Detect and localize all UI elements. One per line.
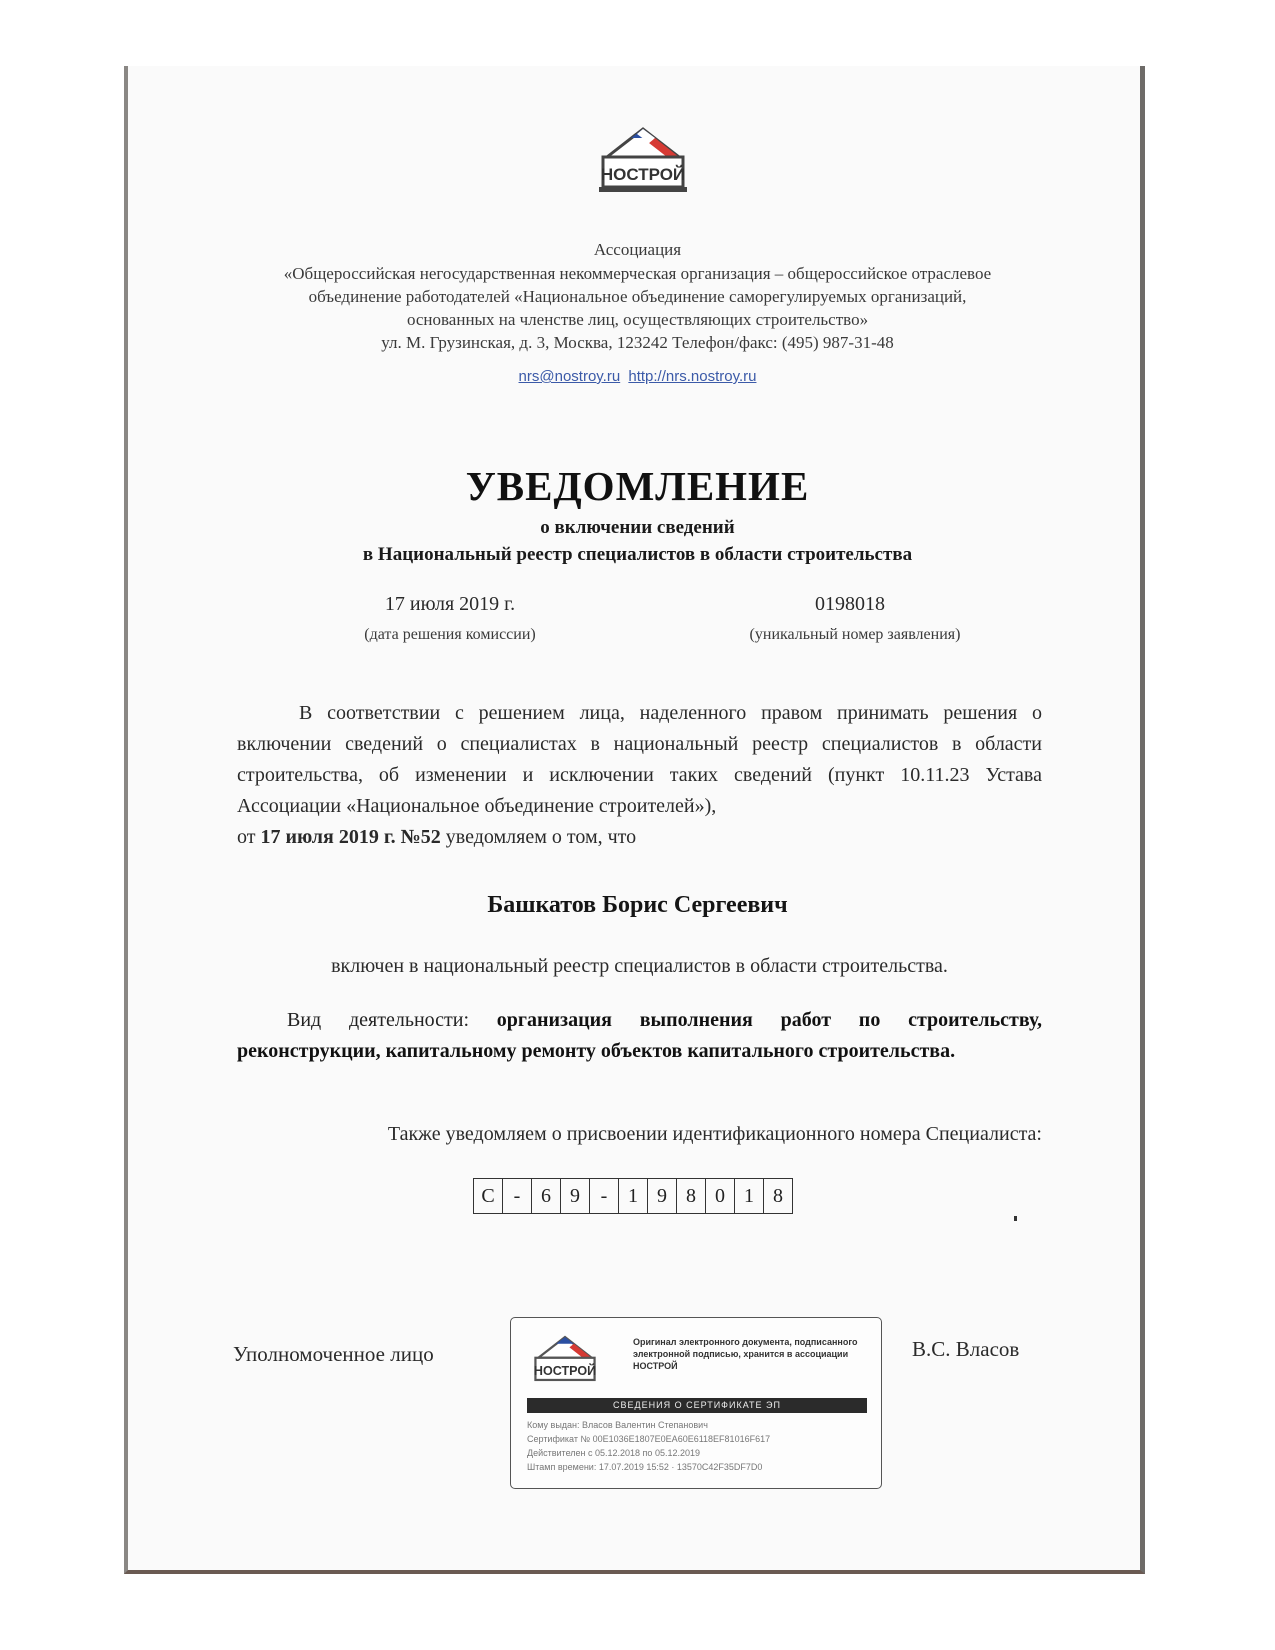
contact-links	[180, 368, 1095, 385]
certificate-owner: Кому выдан: Власов Валентин Степанович	[527, 1420, 708, 1430]
website-link[interactable]: http://nrs.nostroy.ru	[628, 368, 757, 385]
electronic-signature-stamp	[510, 1317, 882, 1489]
subtitle-line-2: в Национальный реестр специалистов в области строительства	[362, 544, 913, 565]
stamp-note: Оригинал электронного документа, подписанного электронной подписью, хранится в ассоциации НОСТРОЙ	[633, 1337, 858, 1371]
inclusion-statement: включен в национальный реестр специалистов в области строительства.	[331, 955, 948, 977]
nostroy-logo	[597, 125, 689, 195]
id-char: -	[503, 1179, 532, 1213]
id-char: 1	[619, 1179, 648, 1213]
org-line-4: основанных на членстве лиц, осуществляющих строительство»	[406, 310, 869, 329]
svg-text:НОСТРОЙ: НОСТРОЙ	[533, 1363, 597, 1378]
id-char: -	[590, 1179, 619, 1213]
body-paragraph	[237, 698, 1042, 853]
subtitle-line-1: о включении сведений	[540, 517, 735, 538]
body-suffix: уведомляем о том, что	[445, 826, 637, 848]
certificate-header: СВЕДЕНИЯ О СЕРТИФИКАТЕ ЭП	[527, 1398, 867, 1413]
stamp-logo	[531, 1332, 599, 1388]
email-link[interactable]: nrs@nostroy.ru	[518, 368, 621, 385]
certificate-details	[527, 1418, 872, 1474]
body-text: В соответствии с решением лица, наделенного правом принимать решения о включении сведений о специалистах в национальный реестр специалистов в области строительства, об изменении и исключении таких сведений (пункт 10.11.23 Устава Ассоциации «Национальное объединение строителей»),	[237, 702, 1042, 817]
certificate-number: Сертификат № 00E1036E1807E0EA60E6118EF81016F617	[527, 1434, 771, 1444]
authorized-person-label: Уполномоченное лицо	[233, 1342, 434, 1366]
org-line-1: Ассоциация	[593, 240, 682, 259]
id-char: 1	[735, 1179, 764, 1213]
id-notice: Также уведомляем о присвоении идентификационного номера Специалиста:	[387, 1123, 1042, 1145]
activity-label: Вид деятельности:	[287, 1009, 470, 1031]
svg-text:НОСТРОЙ: НОСТРОЙ	[600, 165, 686, 184]
certificate-timestamp: Штамп времени: 17.07.2019 15:52 · 13570C42F35DF7D0	[527, 1462, 763, 1472]
application-number: 0198018	[815, 593, 885, 615]
id-char: 9	[561, 1179, 590, 1213]
document-title: УВЕДОМЛЕНИЕ	[465, 463, 810, 509]
activity-paragraph	[237, 1005, 1042, 1067]
id-char: 8	[677, 1179, 706, 1213]
person-name: Башкатов Борис Сергеевич	[487, 892, 788, 918]
id-char: 0	[706, 1179, 735, 1213]
body-prefix: от	[237, 826, 256, 848]
org-address: ул. М. Грузинская, д. 3, Москва, 123242 Телефон/факс: (495) 987-31-48	[381, 333, 894, 352]
org-line-2: «Общероссийская негосударственная некоммерческая организация – общероссийское отраслевое	[283, 264, 992, 283]
id-char: С	[474, 1179, 503, 1213]
decision-date-caption: (дата решения комиссии)	[364, 626, 536, 643]
application-number-caption: (уникальный номер заявления)	[749, 626, 961, 643]
ink-dot	[1014, 1216, 1017, 1221]
activity-value: организация выполнения работ по строительству, реконструкции, капитальному ремонту объектов капитального строительства.	[237, 1009, 1042, 1062]
org-line-3: объединение работодателей «Национальное объединение саморегулируемых организаций,	[308, 287, 967, 306]
certificate-validity: Действителен с 05.12.2018 по 05.12.2019	[527, 1448, 700, 1458]
decision-date: 17 июля 2019 г.	[384, 593, 516, 615]
decision-reference: 17 июля 2019 г. №52	[260, 826, 441, 848]
id-char: 8	[773, 1185, 783, 1207]
signer-name: В.С. Власов	[912, 1337, 1020, 1361]
specialist-id-box	[473, 1178, 793, 1214]
id-char: 9	[648, 1179, 677, 1213]
id-char: 6	[532, 1179, 561, 1213]
